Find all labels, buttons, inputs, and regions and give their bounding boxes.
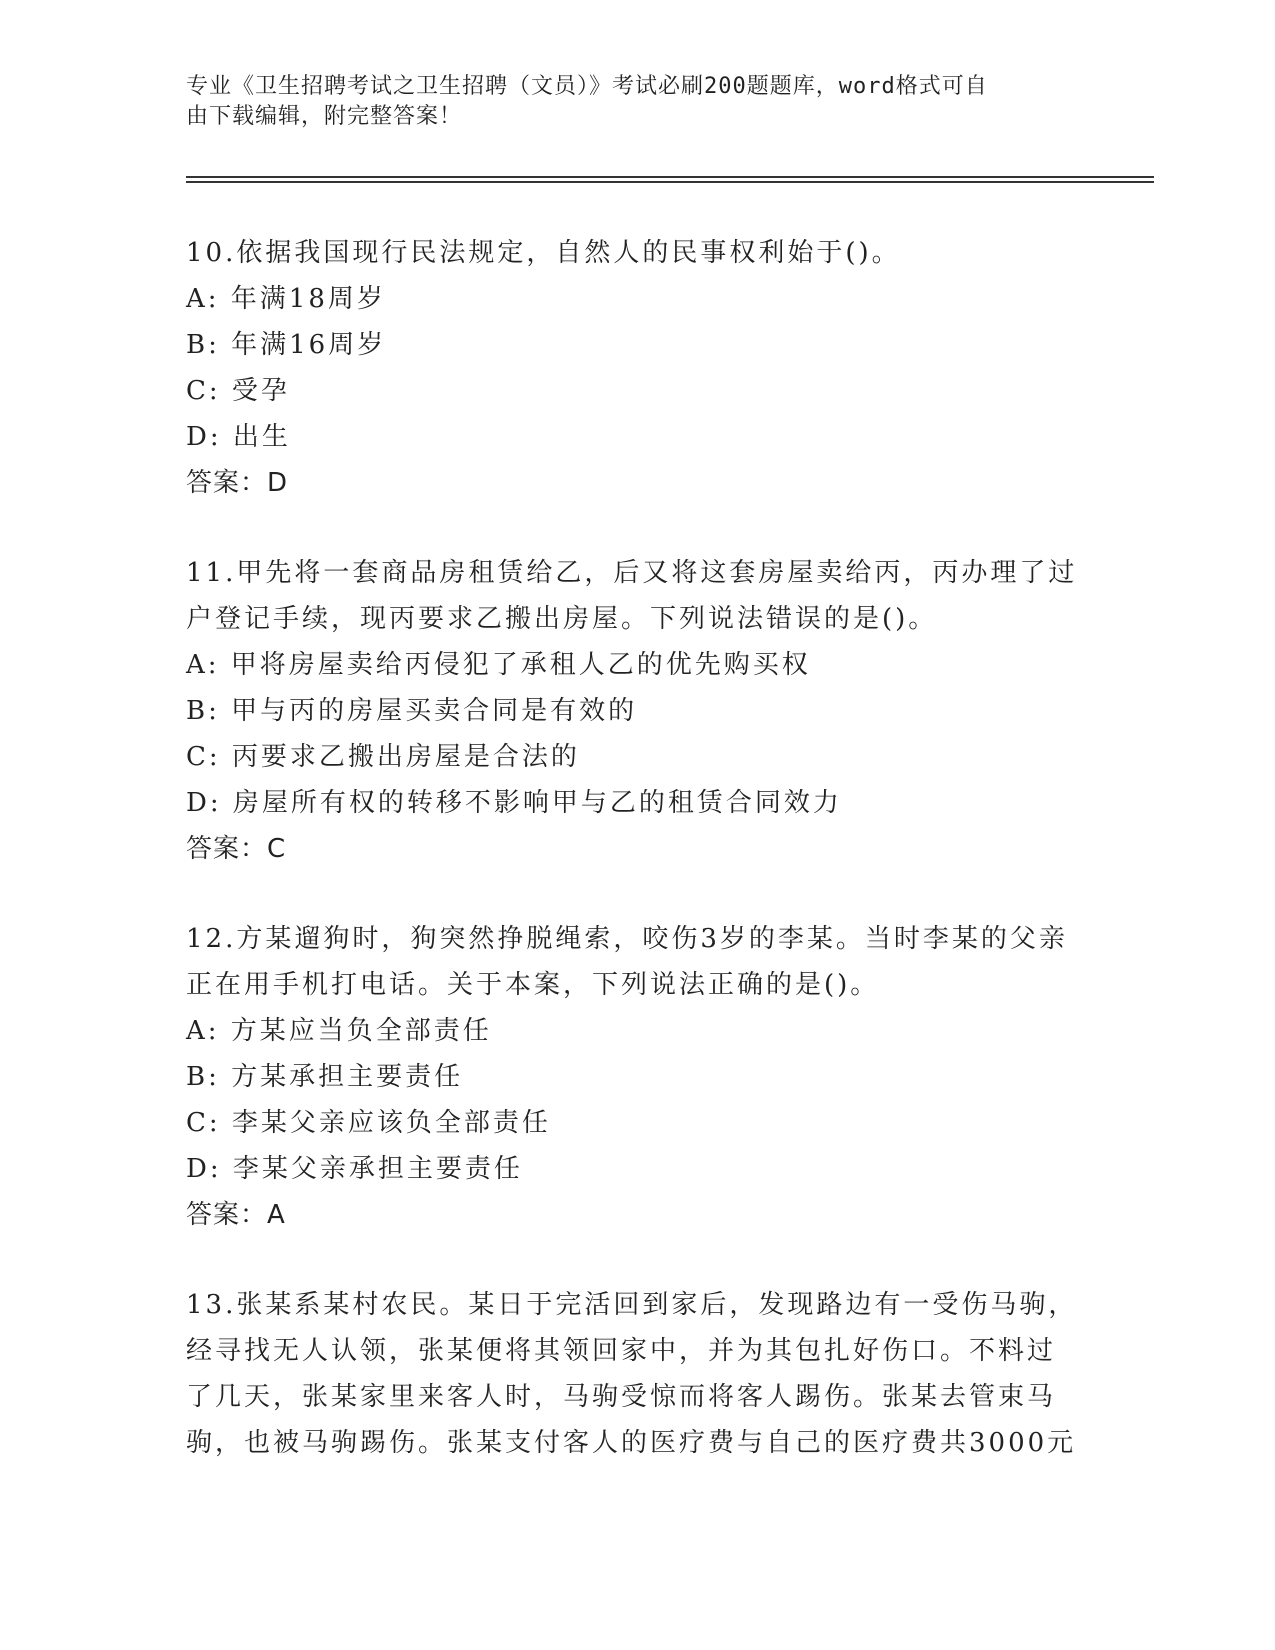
header-divider-top [186,176,1154,178]
header-line-1: 专业《卫生招聘考试之卫生招聘（文员）》考试必刷200题题库，word格式可自 [186,74,988,99]
option-d: D: 出生 [186,422,291,452]
option-d: D: 房屋所有权的转移不影响甲与乙的租赁合同效力 [186,788,842,818]
option-d: D: 李某父亲承担主要责任 [186,1154,523,1184]
question-13 [186,1282,1086,1466]
answer: 答案：D [186,468,289,498]
question-list [186,230,1086,1510]
question-text: 户登记手续，现丙要求乙搬出房屋。下列说法错误的是()。 [186,604,938,634]
question-text: 13.张某系某村农民。某日于完活回到家后，发现路边有一受伤马驹， [186,1290,1078,1320]
question-text: 正在用手机打电话。关于本案，下列说法正确的是()。 [186,970,880,1000]
option-c: C: 丙要求乙搬出房屋是合法的 [186,742,580,772]
option-c: C: 李某父亲应该负全部责任 [186,1108,551,1138]
option-b: B: 甲与丙的房屋买卖合同是有效的 [186,696,638,726]
question-11 [186,550,1086,872]
question-text: 11.甲先将一套商品房租赁给乙，后又将这套房屋卖给丙，丙办理了过 [186,558,1078,588]
option-a: A: 方某应当负全部责任 [186,1016,492,1046]
header-divider-bottom [186,181,1154,183]
question-10 [186,230,1086,506]
document-header [186,72,1066,132]
header-line-2: 由下载编辑，附完整答案！ [186,104,463,129]
option-a: A: 甲将房屋卖给丙侵犯了承租人乙的优先购买权 [186,650,811,680]
answer: 答案：C [186,834,287,864]
question-text: 驹，也被马驹踢伤。张某支付客人的医疗费与自己的医疗费共3000元 [186,1428,1077,1458]
question-text: 了几天，张某家里来客人时，马驹受惊而将客人踢伤。张某去管束马 [186,1382,1057,1412]
option-b: B: 方某承担主要责任 [186,1062,464,1092]
answer: 答案：A [186,1200,286,1230]
question-text: 10.依据我国现行民法规定，自然人的民事权利始于()。 [186,238,901,268]
option-a: A: 年满18周岁 [186,284,386,314]
option-c: C: 受孕 [186,376,290,406]
option-b: B: 年满16周岁 [186,330,387,360]
question-text: 经寻找无人认领，张某便将其领回家中，并为其包扎好伤口。不料过 [186,1336,1057,1366]
question-12 [186,916,1086,1238]
question-text: 12.方某遛狗时，狗突然挣脱绳索，咬伤3岁的李某。当时李某的父亲 [186,924,1068,954]
